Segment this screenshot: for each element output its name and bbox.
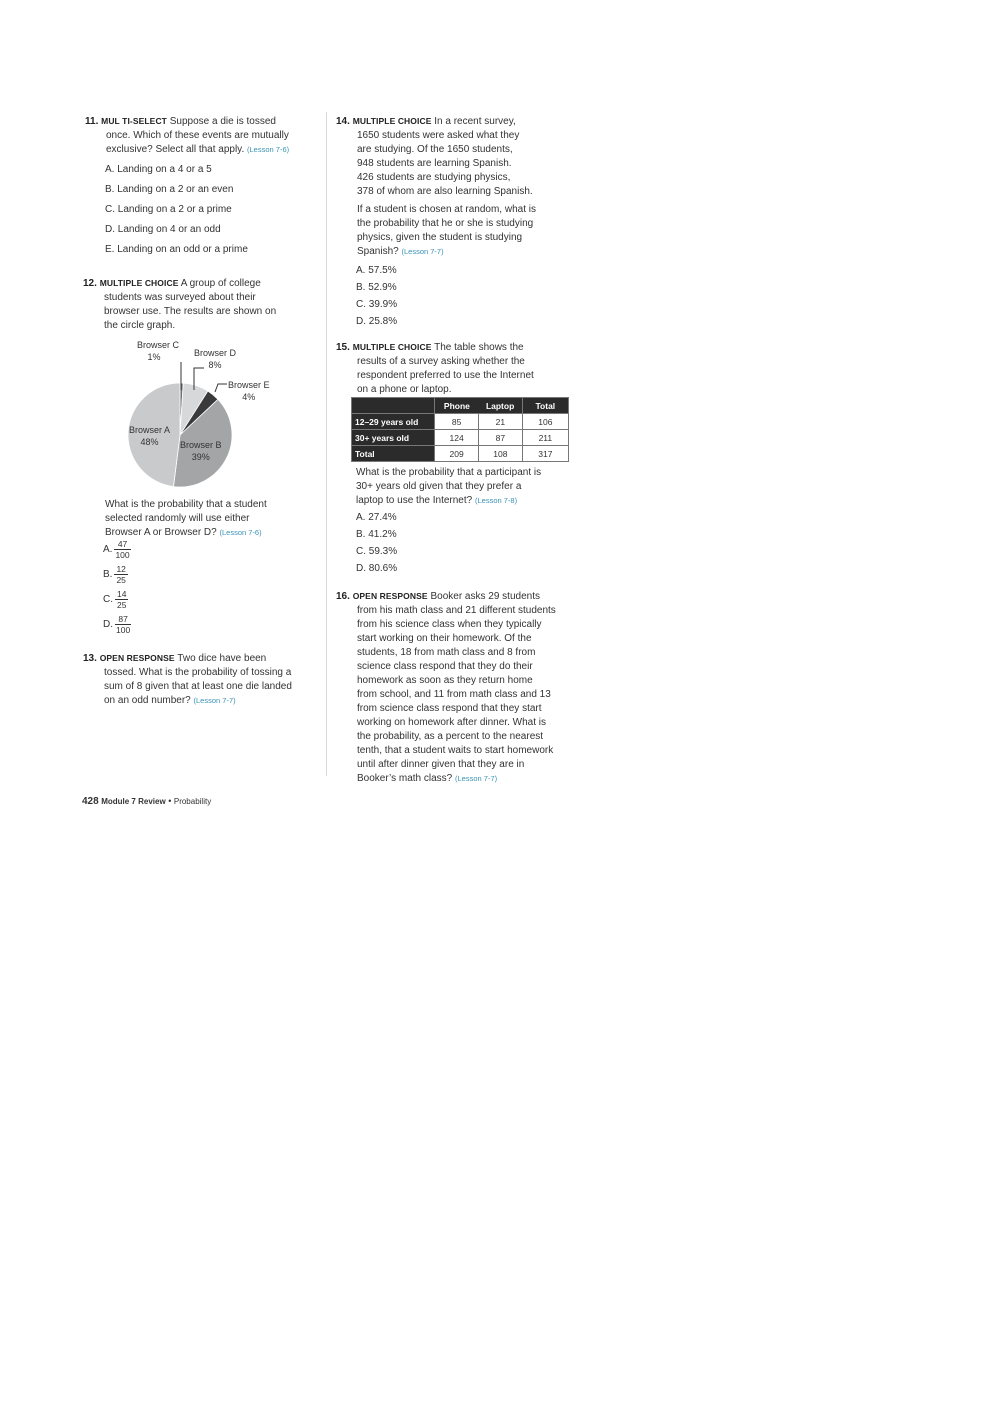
- footer-bullet: •: [168, 796, 172, 806]
- question-text-line: the probability, as a percent to the nearest: [357, 731, 544, 742]
- table-cell: 21: [479, 414, 523, 430]
- table-row: [352, 430, 569, 446]
- table-cell: 211: [522, 430, 568, 446]
- pie-label-browser-e: Browser E 4%: [228, 380, 270, 402]
- question-text-line: sum of 8 given that at least one die landed: [104, 681, 292, 692]
- leader-line-browser-e: [215, 384, 227, 392]
- table-cell: 87: [479, 430, 523, 446]
- table-cell: 85: [435, 414, 479, 430]
- question-text-line: Booker asks 29 students: [430, 591, 540, 602]
- question-number: 16.: [336, 591, 350, 602]
- question-text-line: the circle graph.: [104, 320, 176, 331]
- question-text-line: homework as soon as they return home: [357, 675, 533, 686]
- question-text-line: once. Which of these events are mutually: [106, 130, 289, 141]
- question-text-line: A group of college: [180, 278, 261, 289]
- question-text-line: What is the probability that a student: [105, 499, 267, 510]
- table-header-cell: Laptop: [479, 398, 523, 414]
- table-row-header: 30+ years old: [352, 430, 435, 446]
- lesson-link[interactable]: (Lesson 7-6): [247, 145, 290, 154]
- question-text-line: Suppose a die is tossed: [169, 116, 276, 127]
- question-text-line: results of a survey asking whether the: [357, 356, 525, 367]
- question-type: OPEN RESPONSE: [99, 653, 175, 663]
- question-text-line: the probability that he or she is studying: [357, 218, 534, 229]
- question-16: [336, 589, 581, 786]
- question-text-line: 30+ years old given that they prefer a: [356, 481, 522, 492]
- question-type: MUL TI-SELECT: [101, 116, 167, 126]
- question-12: [83, 276, 318, 333]
- question-number: 14.: [336, 116, 350, 127]
- answer-option-c[interactable]: C. 59.3%: [356, 546, 398, 557]
- lesson-link[interactable]: (Lesson 7-7): [455, 774, 498, 783]
- question-text-line: selected randomly will use either: [105, 513, 250, 524]
- question-text-line: on a phone or laptop.: [357, 384, 452, 395]
- column-divider: [326, 112, 327, 776]
- lesson-link[interactable]: (Lesson 7-7): [193, 696, 236, 705]
- question-text-line: respondent preferred to use the Internet: [357, 370, 534, 381]
- pie-label-browser-b: Browser B 39%: [180, 440, 222, 462]
- question-type: OPEN RESPONSE: [352, 591, 428, 601]
- question-type: MULTIPLE CHOICE: [352, 342, 432, 352]
- question-text-line: 426 students are studying physics,: [357, 172, 511, 183]
- question-text-line: from science class respond that they start: [357, 703, 542, 714]
- survey-table: [351, 397, 569, 462]
- question-text-line: students, 18 from math class and 8 from: [357, 647, 536, 658]
- pie-label-browser-d: Browser D 8%: [194, 348, 237, 370]
- question-text-line: If a student is chosen at random, what is: [357, 204, 536, 215]
- answer-option-d[interactable]: D. 25.8%: [356, 316, 398, 327]
- question-text-line: tenth, that a student waits to start homework: [357, 745, 554, 756]
- question-text-line: exclusive? Select all that apply.: [106, 144, 245, 155]
- question-text-line: start working on their homework. Of the: [357, 633, 532, 644]
- table-header-row: [352, 398, 569, 414]
- question-text-line: Browser A or Browser D?: [105, 527, 217, 538]
- table-row-header: Total: [352, 446, 435, 462]
- question-text-line: Spanish?: [357, 246, 399, 257]
- question-text-line: The table shows the: [434, 342, 524, 353]
- question-text-line: laptop to use the Internet?: [356, 495, 473, 506]
- table-cell: 209: [435, 446, 479, 462]
- question-text-line: Two dice have been: [177, 653, 267, 664]
- table-cell: 124: [435, 430, 479, 446]
- question-text-line: from school, and 11 from math class and 13: [357, 689, 551, 700]
- question-15: [336, 340, 576, 397]
- fraction: $\frac{47}{100}$: [115, 539, 130, 560]
- fraction: $\frac{87}{100}$: [116, 614, 131, 635]
- question-13: [83, 651, 323, 708]
- fraction: $\frac{12}{25}$: [116, 564, 126, 585]
- answer-option-a[interactable]: A. $\frac{47}{100}$: [103, 539, 130, 560]
- question-number: 15.: [336, 342, 350, 353]
- lesson-link[interactable]: (Lesson 7-6): [219, 528, 262, 537]
- question-11: [85, 114, 320, 157]
- question-type: MULTIPLE CHOICE: [99, 278, 179, 288]
- answer-option-b[interactable]: B. 41.2%: [356, 529, 397, 540]
- question-text-line: until after dinner given that they are in: [357, 759, 525, 770]
- question-text-line: tossed. What is the probability of tossing a: [104, 667, 292, 678]
- answer-option-d[interactable]: D. Landing on 4 or an odd: [105, 224, 221, 235]
- page-number: 428: [82, 796, 99, 807]
- pie-label-browser-c: Browser C 1%: [137, 340, 180, 362]
- answer-option-b[interactable]: B. 52.9%: [356, 282, 397, 293]
- question-text-line: physics, given the student is studying: [357, 232, 523, 243]
- question-text-line: browser use. The results are shown on: [104, 306, 277, 317]
- question-text-line: working on homework after dinner. What is: [357, 717, 546, 728]
- answer-option-b[interactable]: B. $\frac{12}{25}$: [103, 564, 126, 585]
- question-text-line: 1650 students were asked what they: [357, 130, 520, 141]
- answer-option-c[interactable]: C. $\frac{14}{25}$: [103, 589, 127, 610]
- topic-name: Probability: [173, 797, 212, 806]
- question-text-line: 378 of whom are also learning Spanish.: [357, 186, 533, 197]
- module-title: Module 7 Review: [101, 797, 166, 806]
- question-text-line: What is the probability that a participant is: [356, 467, 542, 478]
- question-text-line: Booker’s math class?: [357, 773, 453, 784]
- answer-option-d[interactable]: D. $\frac{87}{100}$: [103, 614, 131, 635]
- question-15-prompt: [356, 466, 576, 508]
- question-text-line: science class respond that they do their: [357, 661, 533, 672]
- answer-option-a[interactable]: A. 57.5%: [356, 265, 397, 276]
- page-footer: [82, 796, 211, 807]
- lesson-link[interactable]: (Lesson 7-8): [474, 496, 518, 505]
- question-text-line: are studying. Of the 1650 students,: [357, 144, 513, 155]
- table-header-cell: Total: [522, 398, 568, 414]
- lesson-link[interactable]: (Lesson 7-7): [401, 247, 444, 256]
- answer-option-a[interactable]: A. 27.4%: [356, 512, 397, 523]
- answer-option-c[interactable]: C. Landing on a 2 or a prime: [105, 204, 232, 215]
- answer-option-a[interactable]: A. Landing on a 4 or a 5: [105, 164, 212, 175]
- question-number: 13.: [83, 653, 97, 664]
- question-text-line: on an odd number?: [104, 695, 191, 706]
- question-text-line: from his science class when they typically: [357, 619, 542, 630]
- table-row-header: 12–29 years old: [352, 414, 435, 430]
- table-cell: 108: [479, 446, 523, 462]
- question-text-line: In a recent survey,: [434, 116, 516, 127]
- question-text-line: 948 students are learning Spanish.: [357, 158, 512, 169]
- question-type: MULTIPLE CHOICE: [352, 116, 432, 126]
- answer-option-b[interactable]: B. Landing on a 2 or an even: [105, 184, 234, 195]
- table-row: [352, 446, 569, 462]
- answer-option-e[interactable]: E. Landing on an odd or a prime: [105, 244, 248, 255]
- pie-label-browser-a: Browser A 48%: [129, 425, 171, 447]
- answer-option-c[interactable]: C. 39.9%: [356, 299, 398, 310]
- question-text-line: students was surveyed about their: [104, 292, 256, 303]
- question-12-prompt: [105, 498, 320, 540]
- table-cell: 317: [522, 446, 568, 462]
- question-number: 12.: [83, 278, 97, 289]
- table-header-cell: Phone: [435, 398, 479, 414]
- fraction: $\frac{14}{25}$: [117, 589, 127, 610]
- answer-option-d[interactable]: D. 80.6%: [356, 563, 398, 574]
- question-14: [336, 114, 576, 259]
- question-text-line: from his math class and 21 different students: [357, 605, 556, 616]
- table-cell: 106: [522, 414, 568, 430]
- table-row: [352, 414, 569, 430]
- question-number: 11.: [85, 116, 99, 127]
- table-header-cell: [352, 398, 435, 414]
